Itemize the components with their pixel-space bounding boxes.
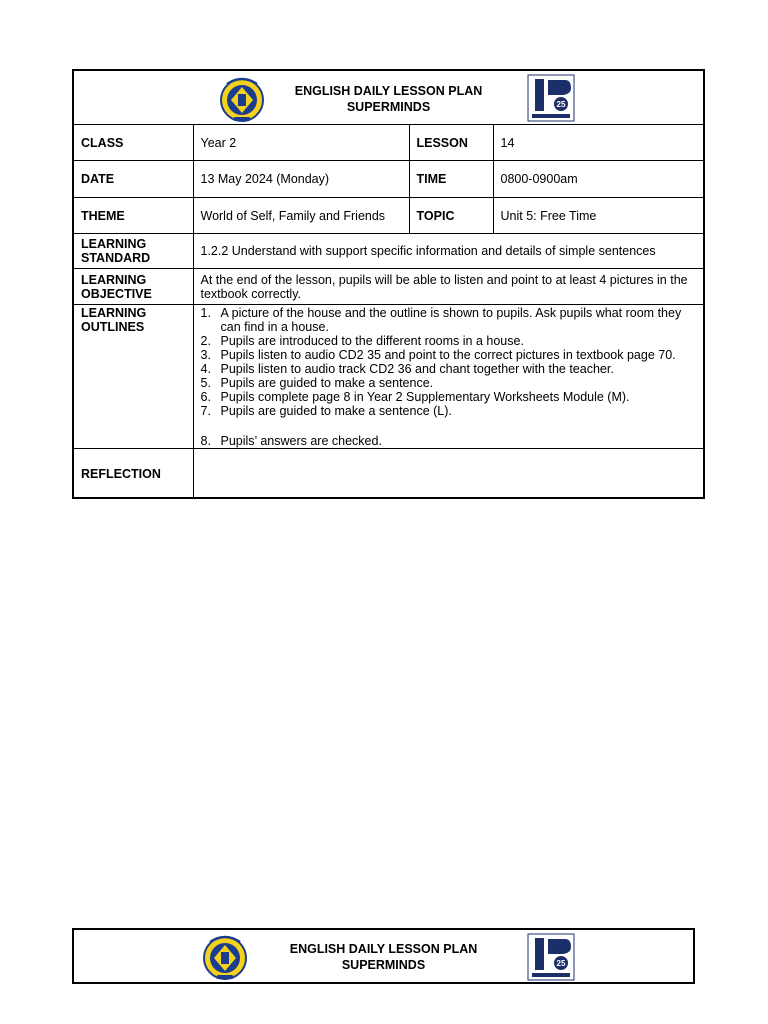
lesson-value: 14 [493,125,703,161]
svg-text:25: 25 [556,959,566,968]
time-value: 0800-0900am [493,161,703,198]
theme-value: World of Self, Family and Friends [193,198,409,234]
next-page-title: ENGLISH DAILY LESSON PLAN SUPERMINDS [289,942,478,972]
date-label: DATE [74,161,193,198]
svg-text:25: 25 [556,100,566,109]
header-cell [74,71,703,125]
reflection-value [193,449,703,499]
outline-item: 8. Pupils’ answers are checked. [200,434,382,448]
class-label: CLASS [74,125,193,161]
learning-standard-value: 1.2.2 Understand with support specific information and details of simple sentences [193,234,703,269]
next-page-header [72,928,695,984]
outline-item: 3. Pupils listen to audio CD2 35 and point to the correct pictures in textbook page 70. [200,348,676,362]
outline-item: 2. Pupils are introduced to the different rooms in a house. [200,334,524,348]
time-label: TIME [409,161,493,198]
class-value: Year 2 [193,125,409,161]
outline-list [201,306,697,448]
ib-25-logo-icon [527,933,575,981]
outline-item: 7. Pupils are guided to make a sentence (L). [200,404,452,418]
theme-label: THEME [74,198,193,234]
document-title: ENGLISH DAILY LESSON PLAN SUPERMINDS [294,84,483,114]
ib-25-logo-icon [527,74,575,122]
lesson-plan-page [72,69,705,499]
topic-label: TOPIC [409,198,493,234]
date-value: 13 May 2024 (Monday) [193,161,409,198]
outline-item: 6. Pupils complete page 8 in Year 2 Supplementary Worksheets Module (M). [200,390,630,404]
learning-objective-label: LEARNING OBJECTIVE [74,269,193,305]
outline-item: 4. Pupils listen to audio track CD2 36 and chant together with the teacher. [200,362,614,376]
lesson-label: LESSON [409,125,493,161]
outline-item: 1. A picture of the house and the outline is shown to pupils. Ask pupils what room they can find in a house. [200,306,682,334]
learning-standard-label: LEARNING STANDARD [74,234,193,269]
topic-value: Unit 5: Free Time [493,198,703,234]
learning-outlines-label: LEARNING OUTLINES [74,305,193,449]
lesson-plan-table [74,71,703,499]
reflection-label: REFLECTION [74,449,193,499]
learning-outlines-value [193,305,703,449]
learning-objective-value: At the end of the lesson, pupils will be able to listen and point to at least 4 pictures in the textbook correctly. [193,269,703,305]
outline-item: 5. Pupils are guided to make a sentence. [200,376,434,390]
